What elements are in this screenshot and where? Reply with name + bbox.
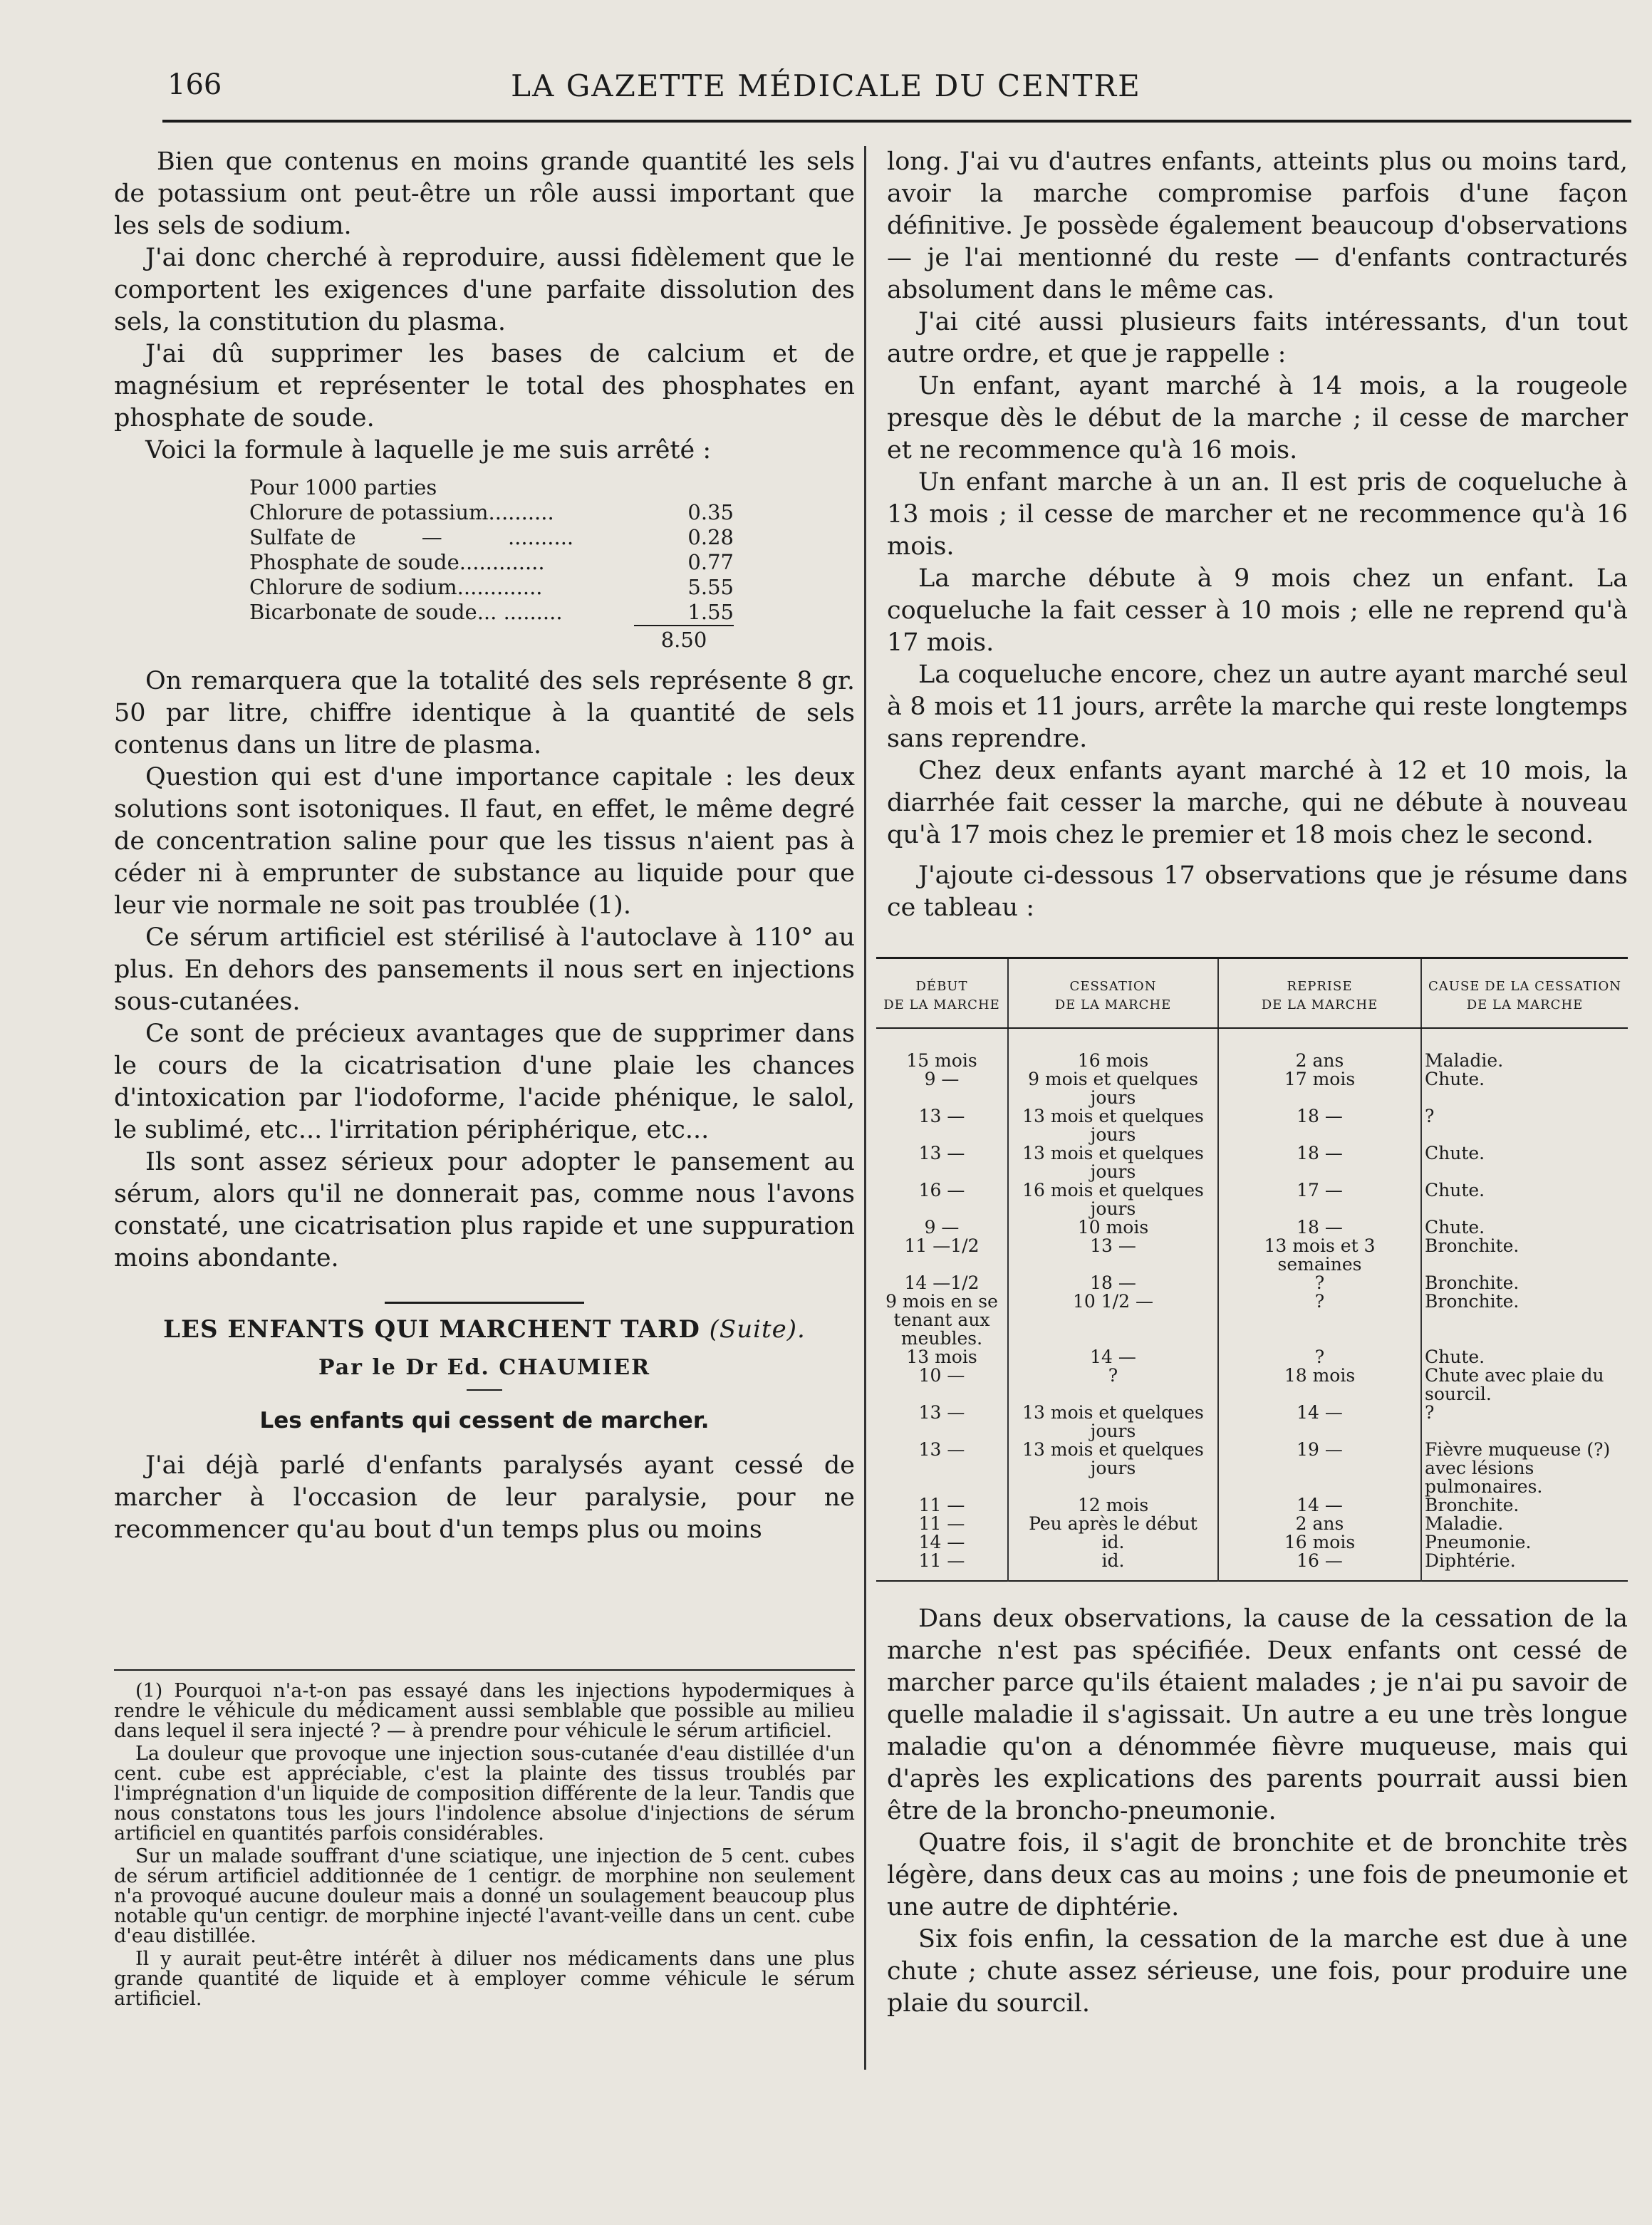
table-row <box>876 1070 1628 1107</box>
paragraph: Ce sont de précieux avantages que de supprimer dans le cours de la cicatrisation d'une plaie les chances d'intoxication par l'iodoforme, l'acide phénique, le salol, le sublimé, etc... l'irritation périphérique, etc... <box>114 1020 855 1144</box>
table-row <box>876 1533 1628 1552</box>
cell-cessation: Peu après le début <box>1008 1515 1218 1533</box>
cell-cause: Bronchite. <box>1421 1274 1628 1292</box>
cell-cessation: 13 mois et quelques jours <box>1008 1404 1218 1441</box>
cell-reprise: ? <box>1218 1292 1421 1348</box>
footnote: Il y aurait peut-être intérêt à diluer nos médicaments dans une plus grande quantité de liquide et à employer comme véhicule le sérum artificiel. <box>114 1948 855 2010</box>
header-rule <box>162 120 1631 123</box>
cell-debut: 13 — <box>918 1106 965 1126</box>
header-reprise: REPRISE DE LA MARCHE <box>1218 958 1421 1029</box>
byline-dash <box>467 1389 502 1391</box>
cell-cause: Bronchite. <box>1421 1292 1628 1348</box>
formula-label: Bicarbonate de soude... ......... <box>249 600 563 624</box>
paragraph: Quatre fois, il s'agit de bronchite et de bronchite très légère, dans deux cas au moins ; une fois de pneumonie et une autre de diphtérie. <box>887 1829 1628 1921</box>
table-header-row <box>876 958 1628 1029</box>
cell-reprise: 14 — <box>1218 1496 1421 1515</box>
cell-debut: 9 — <box>924 1217 960 1238</box>
header-debut: DÉBUT DE LA MARCHE <box>876 958 1008 1029</box>
formula-label: Chlorure de potassium.......... <box>249 500 554 524</box>
right-column <box>883 146 1628 2020</box>
cell-cessation: 13 mois et quelques jours <box>1008 1107 1218 1144</box>
paragraph: Ils sont assez sérieux pour adopter le pansement au sérum, alors qu'il ne donnerait pas, comme nous l'avons constaté, une cicatrisation plus rapide et une suppuration moins abondante. <box>114 1148 855 1272</box>
cell-debut: 16 — <box>918 1180 965 1200</box>
cell-reprise: 2 ans <box>1218 1028 1421 1070</box>
footnote: (1) Pourquoi n'a-t-on pas essayé dans les injections hypodermiques à rendre le véhicule du médicament aussi semblable que possible au milieu dans lequel il sera injecté ? — à prendre pour véhicule le sérum artificiel. <box>114 1680 855 1742</box>
cell-debut: 9 — <box>924 1069 960 1089</box>
article-title-text: LES ENFANTS QUI MARCHENT TARD <box>163 1315 700 1344</box>
cell-reprise: 2 ans <box>1218 1515 1421 1533</box>
paragraph: J'ai dû supprimer les bases de calcium et de magnésium et représenter le total des phosphates en phosphate de soude. <box>114 340 855 432</box>
header-cessation: CESSATION DE LA MARCHE <box>1008 958 1218 1029</box>
article-title-suffix: (Suite). <box>709 1315 806 1344</box>
cell-debut: 13 — <box>918 1143 965 1163</box>
paragraph: Bien que contenus en moins grande quantité les sels de potassium ont peut-être un rôle aussi important que les sels de sodium. <box>114 147 855 240</box>
formula-value: 0.77 <box>687 550 734 574</box>
cell-cessation: id. <box>1008 1533 1218 1552</box>
table-row <box>876 1292 1628 1348</box>
cell-debut: 10 — <box>918 1365 965 1386</box>
cell-cause: Chute. <box>1421 1181 1628 1218</box>
cell-cessation: 10 1/2 — <box>1008 1292 1218 1348</box>
cell-debut: 15 mois <box>906 1050 977 1071</box>
observations-table-wrap <box>876 957 1628 1582</box>
cell-reprise: 16 — <box>1218 1552 1421 1581</box>
article-byline: Par le Dr Ed. CHAUMIER <box>318 1355 651 1380</box>
formula-value: 0.35 <box>687 500 734 524</box>
cell-cause: Chute. <box>1421 1218 1628 1237</box>
article-title <box>114 1314 855 1346</box>
cell-cessation: 16 mois et quelques jours <box>1008 1181 1218 1218</box>
cell-reprise: 18 mois <box>1218 1366 1421 1404</box>
table-row <box>876 1107 1628 1144</box>
paragraph: long. J'ai vu d'autres enfants, atteints plus ou moins tard, avoir la marche compromise parfois d'une façon définitive. Je possède également beaucoup d'observations — je l'ai mentionné du reste — d'enfants contracturés absolument dans le même cas. <box>887 147 1628 304</box>
cell-reprise: 18 — <box>1218 1218 1421 1237</box>
cell-reprise: 18 — <box>1218 1107 1421 1144</box>
cell-cause: Diphtérie. <box>1421 1552 1628 1581</box>
table-row <box>876 1144 1628 1181</box>
paragraph: J'ai donc cherché à reproduire, aussi fidèlement que le comportent les exigences d'une parfaite dissolution des sels, la constitution du plasma. <box>114 244 855 336</box>
cell-debut: 13 mois <box>906 1347 977 1367</box>
paragraph: Un enfant, ayant marché à 14 mois, a la rougeole presque dès le début de la marche ; il cesse de marcher et ne recommence qu'à 16 mois. <box>887 372 1628 465</box>
formula-row <box>249 600 734 625</box>
formula-row <box>249 500 734 525</box>
cell-debut: 11 —1/2 <box>904 1235 980 1256</box>
page-number: 166 <box>167 68 222 101</box>
table-row <box>876 1404 1628 1441</box>
cell-cause: Chute. <box>1421 1070 1628 1107</box>
cell-debut: 9 mois en se tenant aux meubles. <box>885 1291 998 1349</box>
footnote: Sur un malade souffrant d'une sciatique, une injection de 5 cent. cubes de sérum artificiel additionnée de 1 centigr. de morphine non seulement n'a provoqué aucune douleur mais a donné un soulagement beaucoup plus notable qu'un centigr. de morphine injecté l'avant-veille dans un cent. cube d'eau distillée. <box>114 1845 855 1947</box>
cell-reprise: 14 — <box>1218 1404 1421 1441</box>
column-divider <box>864 146 866 2070</box>
cell-cessation: 18 — <box>1008 1274 1218 1292</box>
cell-reprise: ? <box>1218 1348 1421 1366</box>
cell-cause: ? <box>1421 1107 1628 1144</box>
cell-reprise: 17 mois <box>1218 1070 1421 1107</box>
paragraph: J'ajoute ci-dessous 17 observations que je résume dans ce tableau : <box>887 861 1628 922</box>
cell-debut: 14 — <box>918 1532 965 1552</box>
cell-cessation: 16 mois <box>1008 1028 1218 1070</box>
paragraph: Dans deux observations, la cause de la cessation de la marche n'est pas spécifiée. Deux enfants ont cessé de marcher parce qu'ils étaient malades ; je n'ai pu savoir de quelle maladie il s'agissait. Un autre a eu une très longue maladie qu'on a dénommée fièvre muqueuse, mais qui d'après les explications des parents pourrait aussi bien être de la broncho-pneumonie. <box>887 1604 1628 1825</box>
paragraph: Un enfant marche à un an. Il est pris de coqueluche à 13 mois ; il cesse de marcher et ne recommence qu'à 16 mois. <box>887 468 1628 561</box>
formula-label: Chlorure de sodium............. <box>249 575 543 599</box>
cell-cessation: 13 mois et quelques jours <box>1008 1441 1218 1496</box>
formula-value: 0.28 <box>687 525 734 549</box>
cell-cause: Chute. <box>1421 1348 1628 1366</box>
paragraph: On remarquera que la totalité des sels représente 8 gr. 50 par litre, chiffre identique à la quantité de sels contenus dans un litre de plasma. <box>114 667 855 759</box>
footnote-rule <box>114 1669 855 1671</box>
cell-cessation: ? <box>1008 1366 1218 1404</box>
cell-cessation: 13 — <box>1008 1237 1218 1274</box>
cell-reprise: 19 — <box>1218 1441 1421 1496</box>
article-subtitle: Les enfants qui cessent de marcher. <box>259 1408 710 1433</box>
table-row <box>876 1348 1628 1366</box>
formula-row <box>249 525 734 550</box>
paragraph: La marche débute à 9 mois chez un enfant. La coqueluche la fait cesser à 10 mois ; elle ne reprend qu'à 17 mois. <box>887 564 1628 657</box>
formula-label: Phosphate de soude............. <box>249 550 545 574</box>
table-row <box>876 1274 1628 1292</box>
table-row <box>876 1028 1628 1070</box>
cell-debut: 11 — <box>918 1495 965 1515</box>
footnote: La douleur que provoque une injection sous-cutanée d'eau distillée d'un cent. cube est appréciable, c'est la plainte des tissus troublés par l'imprégnation d'un liquide de composition différente de la leur. Tandis que nous constatons tous les jours l'indolence absolue d'injections de sérum artificiel en quantités parfois considérables. <box>114 1743 855 1845</box>
left-column <box>114 146 855 1546</box>
formula-row <box>249 550 734 575</box>
paragraph: Question qui est d'une importance capitale : les deux solutions sont isotoniques. Il faut, en effet, le même degré de concentration saline pour que les tissus n'aient pas à céder ni à emprunter de substance au liquide pour que leur vie normale ne soit pas troublée (1). <box>114 763 855 920</box>
table-row <box>876 1441 1628 1496</box>
formula-label: Sulfate de — .......... <box>249 525 574 549</box>
cell-cessation: 14 — <box>1008 1348 1218 1366</box>
paragraph: La coqueluche encore, chez un autre ayant marché seul à 8 mois et 11 jours, arrête la marche qui reste longtemps sans reprendre. <box>887 660 1628 753</box>
paragraph: Voici la formule à laquelle je me suis arrêté : <box>145 436 712 465</box>
cell-cause: Bronchite. <box>1421 1496 1628 1515</box>
formula-total: 8.50 <box>634 625 734 653</box>
table-row <box>876 1366 1628 1404</box>
paragraph: J'ai déjà parlé d'enfants paralysés ayant cessé de marcher à l'occasion de leur paralysie, pour ne recommencer qu'au bout d'un temps plus ou moins <box>114 1451 855 1544</box>
cell-cause: Bronchite. <box>1421 1237 1628 1274</box>
cell-cause: Chute avec plaie du sourcil. <box>1421 1366 1628 1404</box>
cell-debut: 13 — <box>918 1402 965 1423</box>
paragraph: J'ai cité aussi plusieurs faits intéressants, d'un tout autre ordre, et que je rappelle : <box>887 308 1628 368</box>
table-row <box>876 1218 1628 1237</box>
cell-cause: Pneumonie. <box>1421 1533 1628 1552</box>
table-row <box>876 1237 1628 1274</box>
cell-cause: Chute. <box>1421 1144 1628 1181</box>
section-rule <box>385 1302 584 1304</box>
cell-cause: ? <box>1421 1404 1628 1441</box>
cell-debut: 11 — <box>918 1550 965 1571</box>
cell-reprise: 16 mois <box>1218 1533 1421 1552</box>
cell-reprise: 17 — <box>1218 1181 1421 1218</box>
paragraph: Chez deux enfants ayant marché à 12 et 10 mois, la diarrhée fait cesser la marche, qui ne débute à nouveau qu'à 17 mois chez le premier et 18 mois chez le second. <box>887 757 1628 849</box>
cell-reprise: ? <box>1218 1274 1421 1292</box>
cell-debut: 11 — <box>918 1513 965 1534</box>
cell-cessation: 13 mois et quelques jours <box>1008 1144 1218 1181</box>
serum-formula <box>249 475 734 653</box>
observations-table <box>876 957 1628 1582</box>
cell-cessation: 10 mois <box>1008 1218 1218 1237</box>
cell-reprise: 13 mois et 3 semaines <box>1218 1237 1421 1274</box>
cell-debut: 14 —1/2 <box>904 1272 980 1293</box>
table-row <box>876 1552 1628 1581</box>
cell-cessation: 9 mois et quelques jours <box>1008 1070 1218 1107</box>
running-header: LA GAZETTE MÉDICALE DU CENTRE <box>511 68 1141 103</box>
formula-value: 1.55 <box>687 600 734 624</box>
cell-cause: Fièvre muqueuse (?) avec lésions pulmonaires. <box>1421 1441 1628 1496</box>
cell-cessation: 12 mois <box>1008 1496 1218 1515</box>
table-row <box>876 1181 1628 1218</box>
cell-reprise: 18 — <box>1218 1144 1421 1181</box>
footnotes <box>114 1681 855 2012</box>
paragraph: Ce sérum artificiel est stérilisé à l'autoclave à 110° au plus. En dehors des pansements il nous sert en injections sous-cutanées. <box>114 923 855 1016</box>
paragraph: Six fois enfin, la cessation de la marche est due à une chute ; chute assez sérieuse, une fois, pour produire une plaie du sourcil. <box>887 1925 1628 2018</box>
header-cause: CAUSE DE LA CESSATION DE LA MARCHE <box>1421 958 1628 1029</box>
table-row <box>876 1496 1628 1515</box>
table-row <box>876 1515 1628 1533</box>
cell-debut: 13 — <box>918 1439 965 1460</box>
formula-heading: Pour 1000 parties <box>249 475 437 499</box>
cell-cessation: id. <box>1008 1552 1218 1581</box>
formula-row <box>249 575 734 600</box>
formula-value: 5.55 <box>687 575 734 599</box>
cell-cause: Maladie. <box>1421 1028 1628 1070</box>
cell-cause: Maladie. <box>1421 1515 1628 1533</box>
